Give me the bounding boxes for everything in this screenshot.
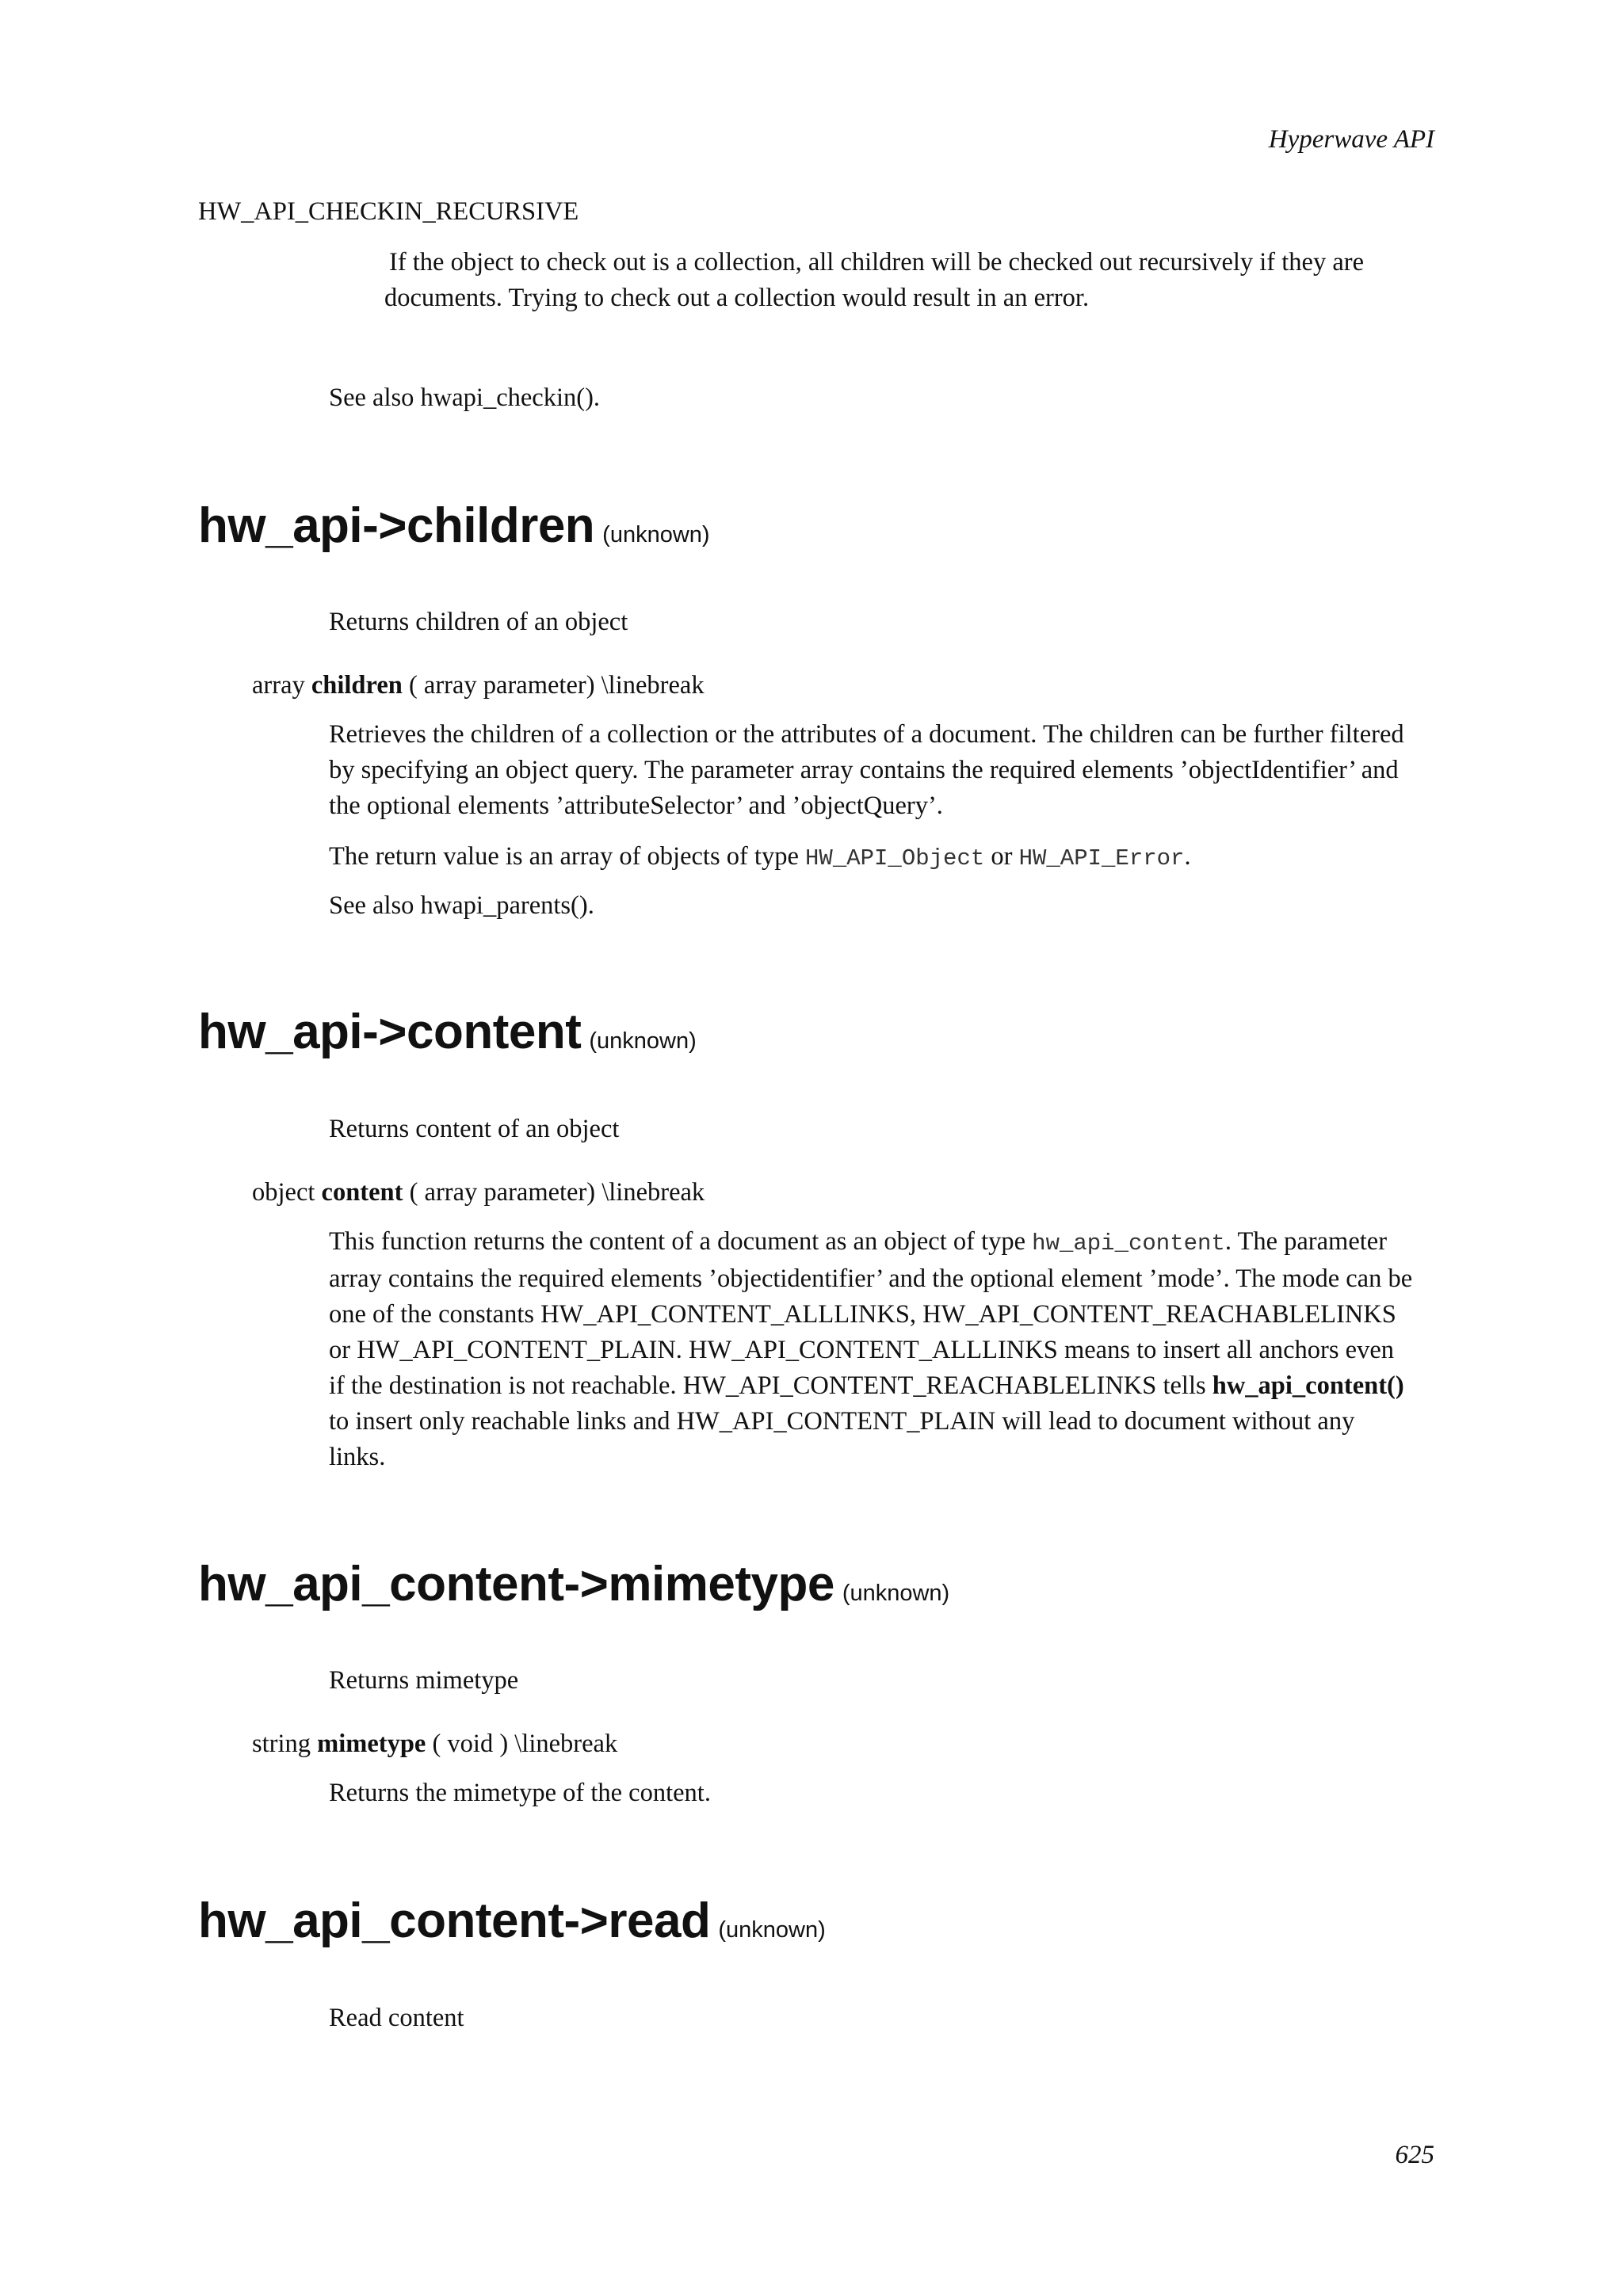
return-or: or <box>984 842 1019 871</box>
desc-text-end: to insert only reachable links and HW_API_CONTENT_PLAIN will lead to document without any links. <box>329 1407 1355 1471</box>
signature-parameters: ( array parameter) \linebreak <box>408 671 705 700</box>
running-header: Hyperwave API <box>1268 125 1434 154</box>
signature-function-name: content <box>321 1178 403 1207</box>
return-value-note <box>329 839 1191 876</box>
signature-parameters: ( void ) \linebreak <box>432 1730 618 1758</box>
return-text: The return value is an array of objects of type <box>329 842 806 871</box>
constant-name: HW_API_CHECKIN_RECURSIVE <box>198 197 579 226</box>
return-type-error: HW_API_Error <box>1018 845 1185 871</box>
section-heading-content <box>198 1003 697 1070</box>
heading-title: hw_api_content->read <box>198 1894 711 1948</box>
signature-return-type: array <box>252 671 305 700</box>
section-heading-children <box>198 497 710 564</box>
heading-availability: (unknown) <box>602 522 710 547</box>
page-number: 625 <box>1395 2141 1434 2169</box>
heading-availability: (unknown) <box>718 1917 826 1943</box>
heading-title: hw_api_content->mimetype <box>198 1557 834 1611</box>
see-also-parents: See also hwapi_parents(). <box>329 891 594 920</box>
section-heading-read <box>198 1892 826 1959</box>
signature-parameters: ( array parameter) \linebreak <box>409 1178 705 1207</box>
desc-code-type: hw_api_content <box>1032 1230 1225 1257</box>
section-heading-mimetype <box>198 1555 949 1623</box>
desc-text-middle: . The parameter array contains the required elements ’objectidentifier’ and the optional element ’mode’. The mode can be one of the constants HW_API_CONTENT_ALLLINKS, HW_API_CONTENT_REACHABLELINKS or HW_API_CONTENT_PLAIN. HW_API_CONTENT_ALLLINKS means to insert all anchors even if the destination is not reachable. HW_API_CONTENT_REACHABLELINKS tells <box>329 1227 1413 1400</box>
function-summary: Read content <box>329 2004 464 2032</box>
function-summary: Returns content of an object <box>329 1115 620 1143</box>
function-description: Returns the mimetype of the content. <box>329 1779 711 1807</box>
signature-function-name: mimetype <box>317 1730 426 1758</box>
function-summary: Returns children of an object <box>329 608 628 636</box>
function-signature <box>252 1175 705 1211</box>
return-type-object: HW_API_Object <box>805 845 985 871</box>
function-summary: Returns mimetype <box>329 1666 519 1695</box>
constant-description: If the object to check out is a collection, all children will be checked out recursively if they are documents. Trying to check out a collection would result in an error. <box>384 248 1365 312</box>
return-suffix: . <box>1184 842 1191 871</box>
function-signature <box>252 1726 617 1762</box>
desc-text: This function returns the content of a document as an object of type <box>329 1227 1033 1256</box>
signature-function-name: children <box>311 671 403 700</box>
heading-title: hw_api->content <box>198 1005 582 1059</box>
desc-function-ref: hw_api_content() <box>1212 1371 1404 1400</box>
heading-availability: (unknown) <box>589 1028 697 1054</box>
see-also-checkin: See also hwapi_checkin(). <box>329 383 601 412</box>
function-description <box>329 1224 1415 1475</box>
function-description: Retrieves the children of a collection or the attributes of a document. The children can be further filtered by specifying an object query. The parameter array contains the required elements ’objectIdentifier’ and the optional elements ’attributeSelector’ and ’objectQuery’. <box>329 720 1404 820</box>
function-signature <box>252 668 705 704</box>
signature-return-type: object <box>252 1178 315 1207</box>
heading-availability: (unknown) <box>842 1581 950 1606</box>
signature-return-type: string <box>252 1730 311 1758</box>
heading-title: hw_api->children <box>198 498 595 553</box>
